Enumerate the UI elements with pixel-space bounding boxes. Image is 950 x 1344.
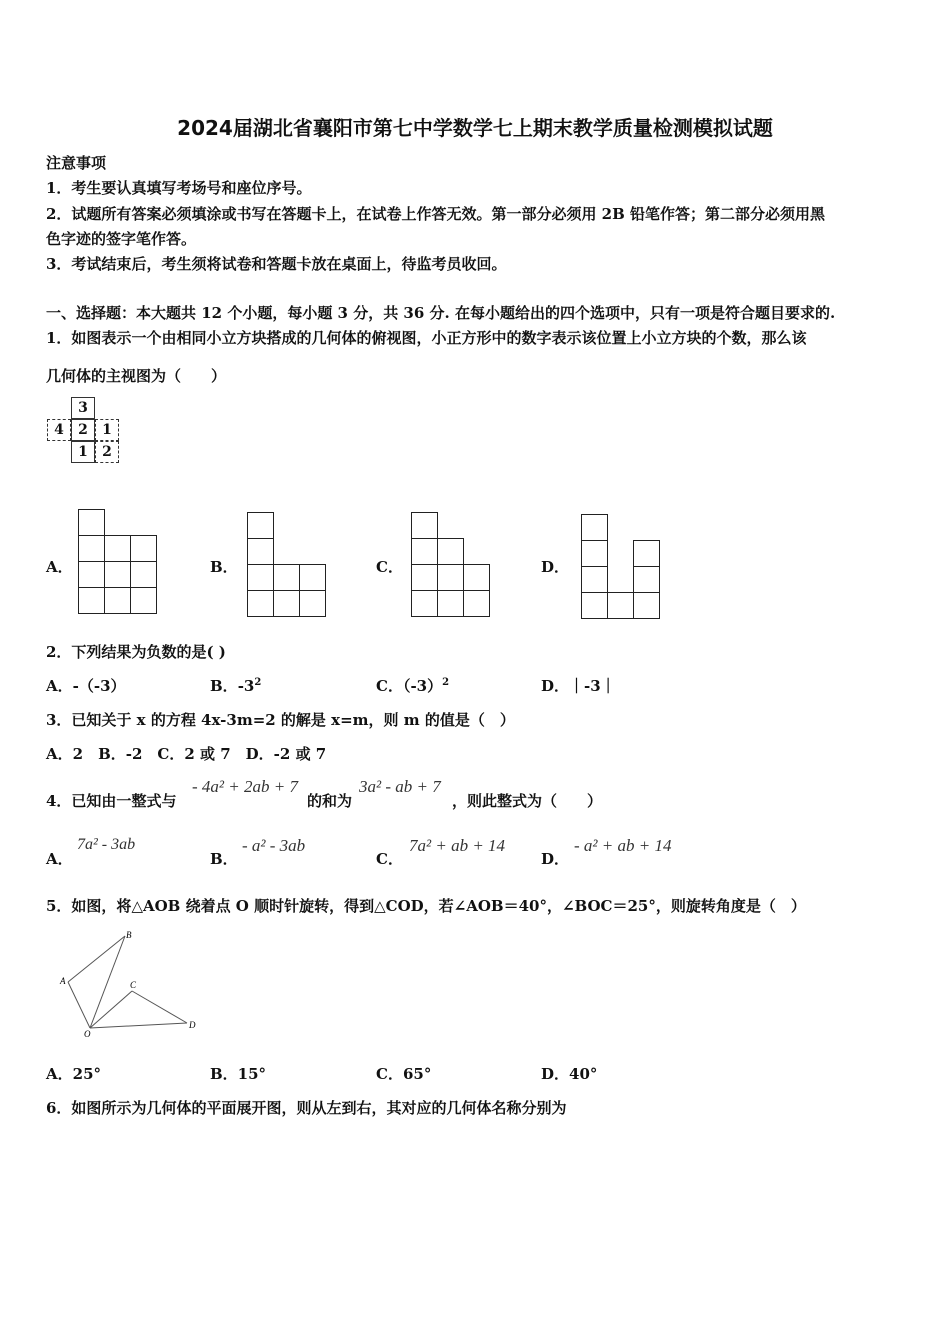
exponent: 2: [254, 677, 262, 688]
q4-option-c-expr: 7a² + ab + 14: [409, 836, 506, 855]
q2-option-c: [376, 675, 449, 696]
q4-option-c-label: C．: [376, 850, 403, 868]
notice-item-2: 2．试题所有答案必须填涂或书写在答题卡上，在试卷上作答无效。第一部分必须用 2B 铅笔作答；第二部分必须用黑: [46, 205, 826, 223]
q1-stem-line1: 1．如图表示一个由相同小立方块搭成的几何体的俯视图，小正方形中的数字表示该位置上小立方块的个数，那么该: [46, 329, 807, 347]
cube-square: [247, 538, 274, 565]
cube-square: [247, 564, 274, 591]
grid-cell: 2: [71, 419, 95, 441]
cube-square: [437, 590, 464, 617]
q3-stem: 3．已知关于 x 的方程 4x-3m=2 的解是 x=m，则 m 的值是（ ）: [46, 711, 515, 729]
option-text: （-3）: [402, 677, 443, 695]
cube-square: [411, 564, 438, 591]
q2-option-b: [210, 675, 261, 696]
grid-cell: 4: [47, 419, 71, 441]
point-label-b: B: [126, 930, 132, 940]
cube-square: [247, 512, 274, 539]
page-title: 2024届湖北省襄阳市第七中学数学七上期末教学质量检测模拟试题: [177, 116, 773, 140]
q4-option-b-label: B．: [210, 850, 238, 868]
q2-stem: 2．下列结果为负数的是( ): [46, 643, 226, 661]
q2-option-a: [46, 675, 126, 696]
q4-option-a-label: A．: [46, 850, 73, 868]
q2-option-d: [541, 675, 616, 696]
cube-square: [104, 561, 131, 588]
segment-OA: [68, 982, 90, 1028]
segment-OD: [90, 1023, 187, 1028]
cube-square: [607, 592, 634, 619]
q1-option-c-label: C．: [376, 558, 403, 576]
segment-OC: [90, 991, 132, 1028]
option-label: B．: [210, 677, 238, 695]
cube-square: [411, 538, 438, 565]
option-text: ｜-3｜: [569, 677, 616, 695]
option-label: D．: [541, 677, 570, 695]
cube-square: [299, 564, 326, 591]
cube-square: [130, 535, 157, 562]
cube-square: [78, 535, 105, 562]
q4-expr-2: 3a² - ab + 7: [359, 777, 441, 796]
cube-square: [581, 514, 608, 541]
cube-square: [78, 509, 105, 536]
cube-square: [633, 540, 660, 567]
q1-option-d-label: D．: [541, 558, 570, 576]
cube-square: [78, 561, 105, 588]
cube-square: [411, 590, 438, 617]
segment-CD: [132, 991, 187, 1023]
grid-cell: 1: [71, 441, 95, 463]
q5-option-d: D．40°: [541, 1065, 598, 1083]
option-text: -3: [237, 677, 255, 695]
notice-item-1: 1．考生要认真填写考场号和座位序号。: [46, 179, 312, 197]
section-heading: 一、选择题：本大题共 12 个小题，每小题 3 分，共 36 分. 在每小题给出的四个选项中，只有一项是符合题目要求的.: [46, 304, 836, 322]
option-text: -（-3）: [72, 677, 126, 695]
cube-square: [273, 590, 300, 617]
grid-cell: 2: [95, 441, 119, 463]
cube-square: [247, 590, 274, 617]
q5-option-c: C．65°: [376, 1065, 432, 1083]
point-label-d: D: [189, 1020, 196, 1030]
cube-square: [299, 590, 326, 617]
q5-rotation-figure: [50, 925, 210, 1040]
q4-option-a-expr: 7a² - 3ab: [77, 836, 136, 853]
cube-square: [633, 566, 660, 593]
q3-options: A．2 B．-2 C．2 或 7 D．-2 或 7: [46, 745, 327, 763]
cube-square: [437, 564, 464, 591]
notice-heading: 注意事项: [46, 154, 107, 172]
q5-option-b: B．15°: [210, 1065, 267, 1083]
cube-square: [130, 587, 157, 614]
cube-square: [78, 587, 105, 614]
q5-option-a: A．25°: [46, 1065, 102, 1083]
q6-stem: 6．如图所示为几何体的平面展开图，则从左到右，其对应的几何体名称分别为: [46, 1099, 567, 1117]
cube-square: [581, 592, 608, 619]
point-label-c: C: [130, 980, 137, 990]
cube-square: [411, 512, 438, 539]
cube-square: [104, 535, 131, 562]
cube-square: [633, 592, 660, 619]
q4-stem-start: 4．已知由一整式与: [46, 792, 177, 810]
cube-square: [437, 538, 464, 565]
notice-item-2-cont: 色字迹的签字笔作答。: [46, 230, 197, 248]
q4-stem-end: ，则此整式为（ ）: [452, 792, 603, 810]
cube-square: [581, 566, 608, 593]
option-label: A．: [46, 677, 73, 695]
q4-option-d-label: D．: [541, 850, 570, 868]
cube-square: [463, 564, 490, 591]
cube-square: [273, 564, 300, 591]
cube-square: [463, 590, 490, 617]
q4-option-d-expr: - a² + ab + 14: [574, 836, 672, 855]
q4-stem-mid: 的和为: [307, 792, 353, 810]
grid-cell: 1: [95, 419, 119, 441]
point-label-a: A: [60, 976, 66, 986]
notice-item-3: 3．考试结束后，考生须将试卷和答题卡放在桌面上，待监考员收回。: [46, 255, 507, 273]
q4-expr-1: - 4a² + 2ab + 7: [192, 777, 298, 796]
exponent: 2: [442, 677, 450, 688]
q4-option-b-expr: - a² - 3ab: [242, 836, 306, 855]
q5-stem: 5．如图，将△AOB 绕着点 O 顺时针旋转，得到△COD，若∠AOB＝40°，∠BOC＝25°，则旋转角度是（ ）: [46, 897, 806, 915]
q1-option-b-label: B．: [210, 558, 238, 576]
point-label-o: O: [84, 1029, 91, 1039]
q1-option-a-label: A．: [46, 558, 73, 576]
grid-cell: 3: [71, 397, 95, 419]
q1-stem-line2: 几何体的主视图为（ ）: [46, 367, 227, 385]
cube-square: [581, 540, 608, 567]
option-label: C．: [376, 677, 403, 695]
cube-square: [130, 561, 157, 588]
cube-square: [104, 587, 131, 614]
